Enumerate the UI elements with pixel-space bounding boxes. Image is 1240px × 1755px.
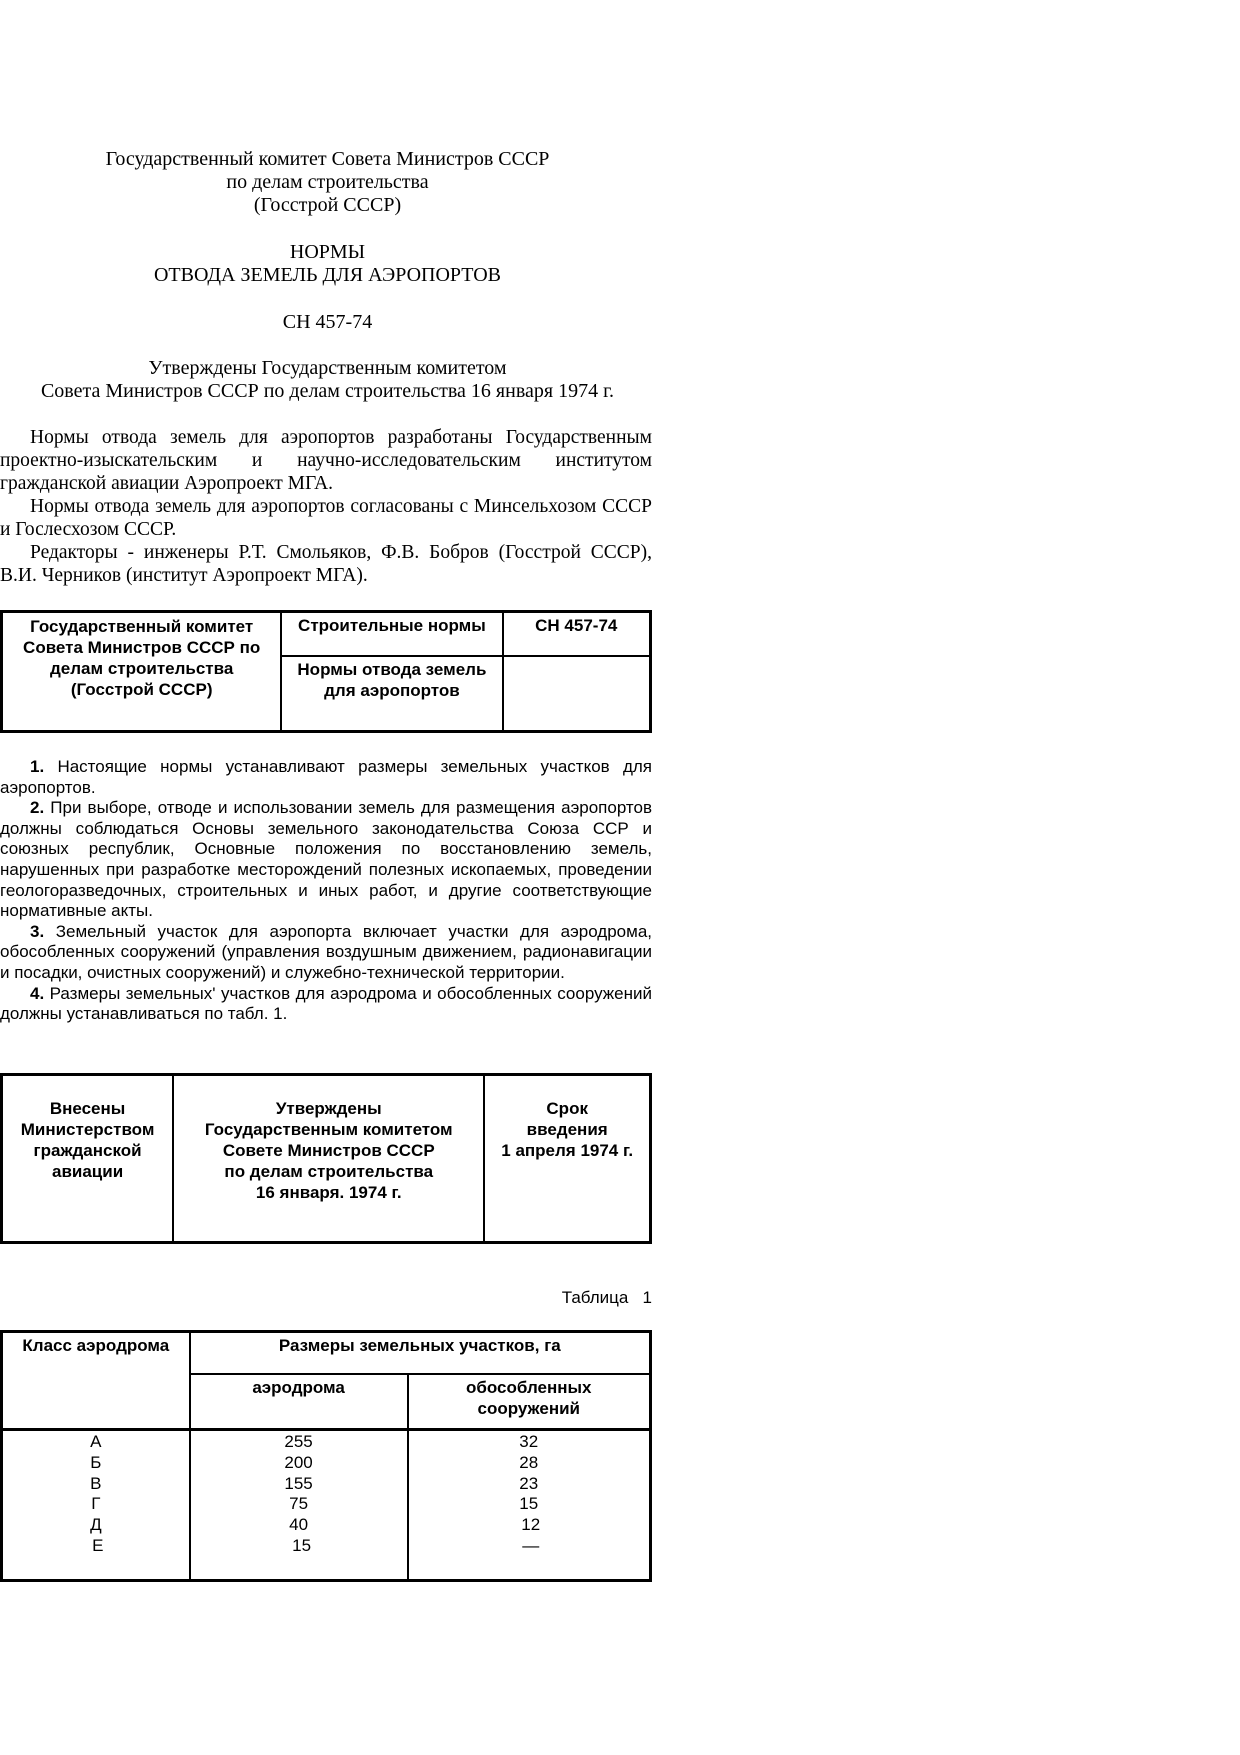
introduced-cell: Внесены Министерством гражданской авиации <box>2 1075 174 1243</box>
approval-line <box>0 357 655 403</box>
facilities-value: — <box>522 1535 540 1555</box>
facilities-value: 12 <box>521 1515 541 1535</box>
class-value: А <box>90 1432 102 1451</box>
document-header-table <box>0 610 652 733</box>
term-cell-line-3: 1 апреля 1974 г. <box>501 1141 634 1160</box>
approval-table <box>0 1073 652 1244</box>
approved-cell-line-3: Совете Министров СССР <box>222 1141 435 1160</box>
col-header-sizes: Размеры земельных участков, га <box>190 1332 651 1374</box>
clause-1-number: 1. <box>30 757 45 776</box>
intro-paragraph-1: Нормы отвода земель для аэропортов разработаны Государственным проектно-изыскательским и научно-исследовательским институтом гражданской авиации Аэропроект МГА. <box>0 427 652 494</box>
facilities-value: 28 <box>519 1452 539 1472</box>
term-cell-line-1: Срок <box>546 1099 588 1118</box>
clause-1-text: Настоящие нормы устанавливают размеры земельных участков для аэропортов. <box>0 757 652 797</box>
doc-title <box>0 241 655 287</box>
doc-code-text: СН 457-74 <box>282 311 373 333</box>
class-value: Г <box>91 1494 101 1514</box>
table-caption: Таблица 1 <box>561 1288 652 1307</box>
clause-2 <box>0 798 652 922</box>
aerodrome-value: 155 <box>284 1473 313 1493</box>
approved-line-1: Утверждены Государственным комитетом <box>148 357 507 379</box>
header-org-cell: Государственный комитет Совета Министров СССР по делам строительства (Госстрой СССР) <box>2 612 282 732</box>
intro-paragraph-2: Нормы отвода земель для аэропортов согласованы с Минсельхозом СССР и Гослесхозом СССР. <box>0 496 652 540</box>
header-title-cell: Нормы отвода земель для аэропортов <box>281 656 502 732</box>
approved-cell-line-4: по делам строительства <box>224 1162 434 1181</box>
clauses <box>0 757 652 1025</box>
col-header-aerodrome: аэродрома <box>190 1374 408 1430</box>
clause-3 <box>0 922 652 984</box>
term-cell <box>484 1075 650 1243</box>
aerodrome-value: 75 <box>289 1494 309 1514</box>
approved-cell-line-1: Утверждены <box>275 1099 382 1118</box>
doc-code <box>0 311 655 334</box>
aerodrome-value: 200 <box>284 1452 313 1472</box>
table-row <box>2 1430 651 1581</box>
facilities-value: 15 <box>519 1494 539 1514</box>
term-cell-line-2: введения <box>526 1120 608 1139</box>
col-header-class: Класс аэродрома <box>2 1332 190 1430</box>
doc-title-line-2: ОТВОДА ЗЕМЕЛЬ ДЛЯ АЭРОПОРТОВ <box>153 264 502 286</box>
class-value: В <box>90 1473 102 1493</box>
class-value: Б <box>90 1452 102 1472</box>
doc-title-line-1: НОРМЫ <box>289 241 366 263</box>
aerodrome-value: 255 <box>284 1432 313 1451</box>
intro-paragraph-3: Редакторы - инженеры Р.Т. Смольяков, Ф.В. Бобров (Госстрой СССР), В.И. Черников (институт Аэропроект МГА). <box>0 542 652 586</box>
approved-cell <box>173 1075 484 1243</box>
class-value: Е <box>92 1535 104 1555</box>
aerodrome-value: 40 <box>289 1515 309 1535</box>
org-line-1: Государственный комитет Совета Министров СССР <box>105 148 550 170</box>
clause-4 <box>0 984 652 1025</box>
header-empty-cell <box>503 656 651 732</box>
approved-line-2: Совета Министров СССР по делам строительства 16 января 1974 г. <box>40 380 615 402</box>
title-block <box>0 148 655 217</box>
class-value: Д <box>90 1515 102 1535</box>
header-type-cell: Строительные нормы <box>281 612 502 656</box>
clause-1 <box>0 757 652 798</box>
land-size-table <box>0 1330 652 1582</box>
org-line-2: по делам строительства <box>226 171 429 193</box>
facilities-value: 32 <box>519 1432 539 1451</box>
facilities-value: 23 <box>519 1473 539 1493</box>
clause-3-text: Земельный участок для аэропорта включает участки для аэродрома, обособленных сооружений (управления воздушным движением, радионавигации и посадки, очистных сооружений) и служебно-технической территории. <box>0 921 652 982</box>
approved-cell-line-5: 16 января. 1974 г. <box>255 1183 402 1202</box>
clause-2-number: 2. <box>30 798 45 818</box>
clause-4-text: Размеры земельных' участков для аэродрома и обособленных сооружений должны устанавливаться по табл. 1. <box>0 983 652 1024</box>
col-header-facilities: обособленных сооружений <box>408 1374 651 1430</box>
facilities-column <box>408 1430 651 1581</box>
clause-2-text: При выборе, отводе и использовании земель для размещения аэропортов должны соблюдаться Основы земельного законодательства Союза ССР и союзных республик, Основные положения по восстановлению земель, нарушенных при разработке месторождений полезных ископаемых, проведении геологоразведочных, строительных и иных работ, и другие соответствующие нормативные акты. <box>0 798 652 921</box>
org-line-3: (Госстрой СССР) <box>253 194 402 216</box>
clause-3-number: 3. <box>30 921 45 941</box>
approved-cell-line-2: Государственным комитетом <box>204 1120 453 1139</box>
aerodrome-value: 15 <box>292 1535 312 1555</box>
intro-paragraphs <box>0 426 652 587</box>
aerodrome-column <box>190 1430 408 1581</box>
header-code-cell: СН 457-74 <box>503 612 651 656</box>
class-column <box>2 1430 190 1581</box>
clause-4-number: 4. <box>30 983 45 1003</box>
